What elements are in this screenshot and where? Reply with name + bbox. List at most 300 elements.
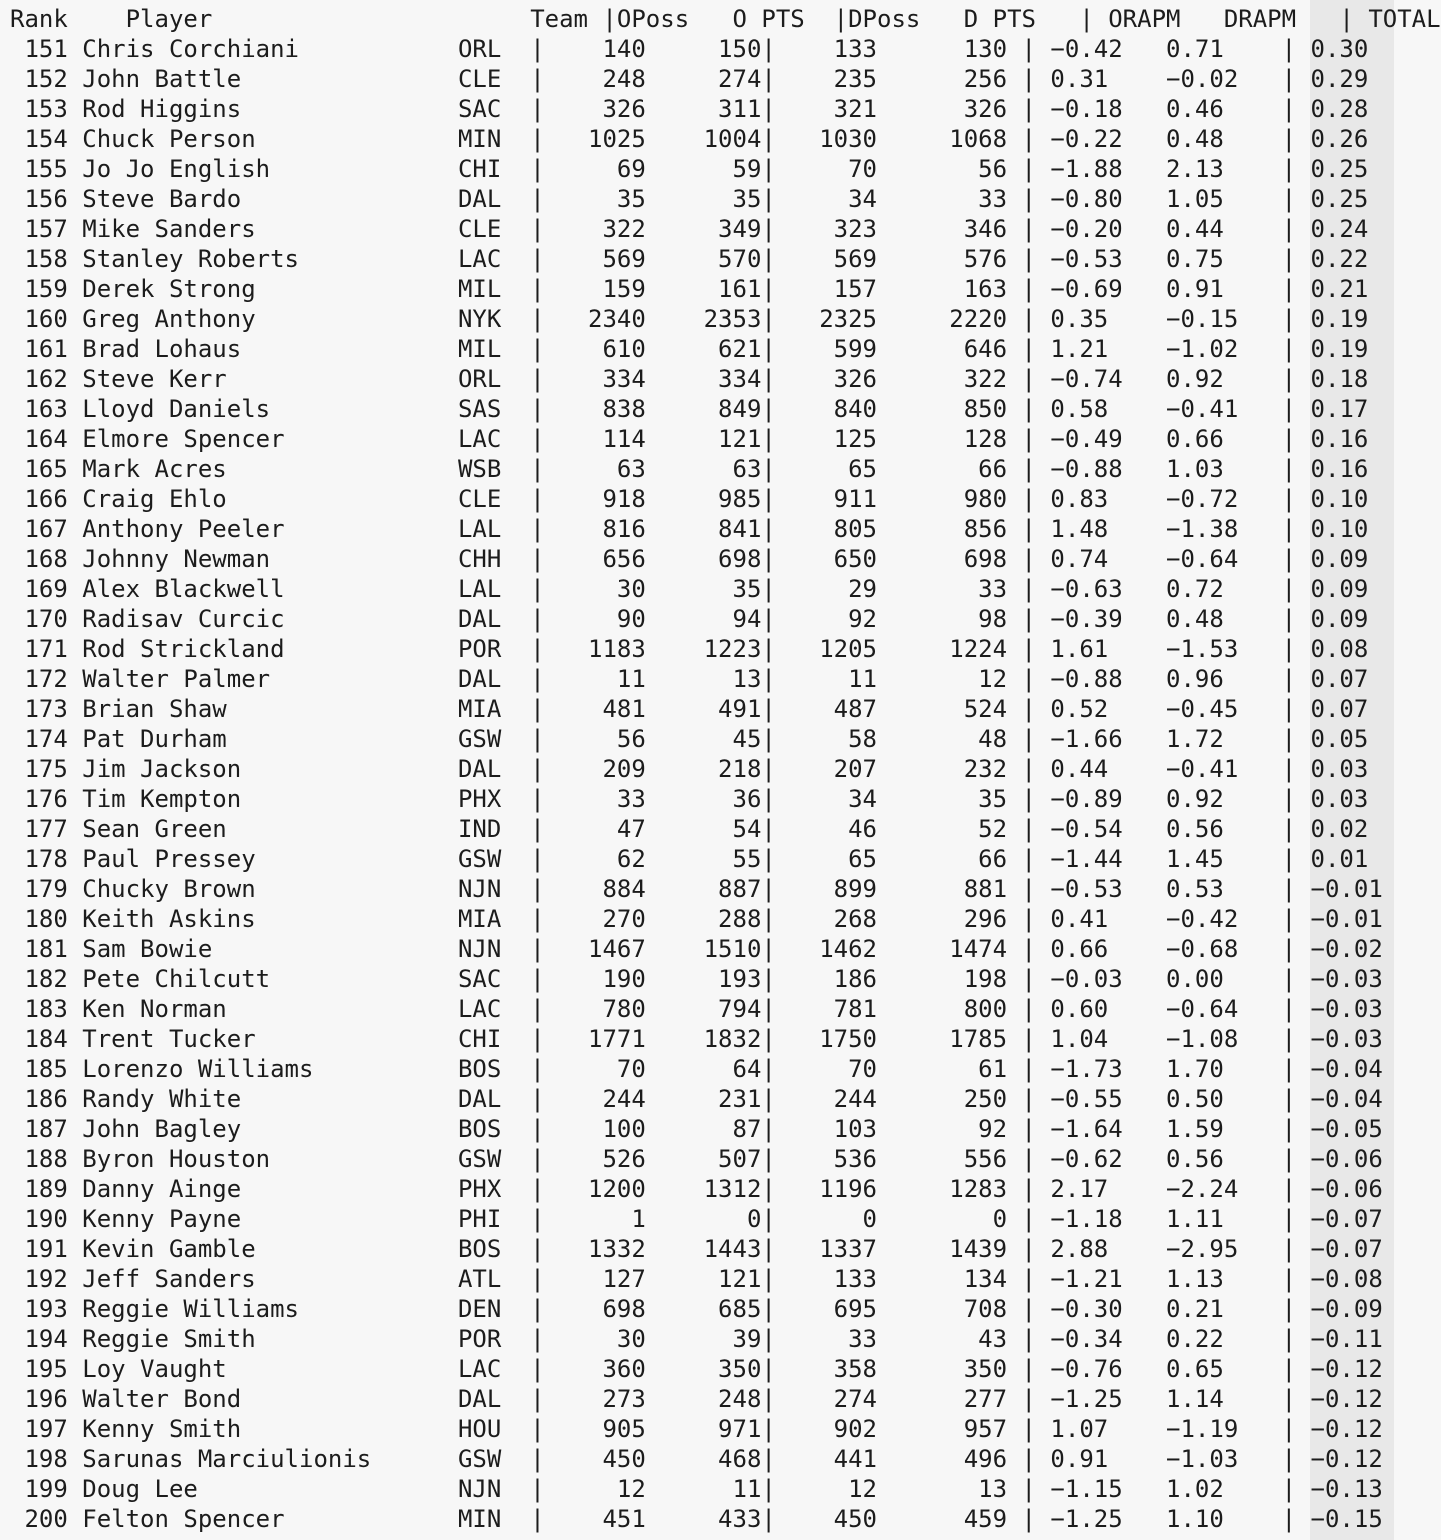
drapm-cell: 1.13	[1166, 1265, 1282, 1293]
dpts-cell: 556	[891, 1145, 1008, 1173]
orapm-cell: 0.74	[1050, 545, 1167, 573]
dposs-cell: 781	[775, 995, 878, 1023]
orapm-cell: 2.17	[1050, 1175, 1167, 1203]
drapm-cell: 0.92	[1166, 365, 1282, 393]
player-name: Keith Askins	[82, 905, 458, 933]
player-name: Pete Chilcutt	[82, 965, 458, 993]
dpts-cell: 33	[891, 575, 1008, 603]
table-body	[10, 34, 1441, 1534]
dposs-cell: 902	[775, 1415, 878, 1443]
oposs-cell: 322	[544, 215, 646, 243]
drapm-cell: 0.96	[1166, 665, 1282, 693]
total-cell: −0.01	[1310, 905, 1383, 933]
orapm-cell: −1.21	[1050, 1265, 1167, 1293]
opts-cell: 193	[660, 965, 762, 993]
orapm-cell: −0.22	[1050, 125, 1167, 153]
oposs-cell: 12	[544, 1475, 646, 1503]
drapm-cell: 1.10	[1166, 1505, 1282, 1533]
oposs-cell: 270	[544, 905, 646, 933]
drapm-cell: 1.59	[1166, 1115, 1282, 1143]
team-cell: DAL	[457, 185, 531, 213]
team-cell: DAL	[457, 665, 531, 693]
dposs-cell: 207	[775, 755, 878, 783]
dposs-cell: 34	[775, 185, 878, 213]
table-row: 191 Kevin Gamble BOS | 1332 1443| 1337 1439 | 2.88 −2.95 | −0.07	[10, 1235, 1383, 1263]
dposs-cell: 92	[775, 605, 878, 633]
drapm-cell: 0.50	[1166, 1085, 1282, 1113]
player-name: Reggie Smith	[82, 1325, 458, 1353]
oposs-cell: 481	[544, 695, 646, 723]
orapm-cell: 0.58	[1050, 395, 1167, 423]
drapm-cell: 1.70	[1166, 1055, 1282, 1083]
orapm-cell: −1.25	[1050, 1385, 1167, 1413]
player-name: Craig Ehlo	[82, 485, 458, 513]
player-name: Byron Houston	[82, 1145, 458, 1173]
oposs-cell: 11	[544, 665, 646, 693]
dposs-cell: 321	[775, 95, 878, 123]
dpts-cell: 1283	[891, 1175, 1008, 1203]
header-team: Team	[530, 5, 588, 33]
team-cell: LAC	[457, 245, 531, 273]
oposs-cell: 209	[544, 755, 646, 783]
dpts-cell: 0	[891, 1205, 1008, 1233]
total-cell: −0.03	[1310, 995, 1383, 1023]
drapm-cell: −0.72	[1166, 485, 1282, 513]
rank-cell: 152	[10, 65, 68, 93]
orapm-cell: −0.42	[1050, 35, 1167, 63]
total-cell: −0.12	[1310, 1415, 1383, 1443]
oposs-cell: 838	[544, 395, 646, 423]
rank-cell: 156	[10, 185, 68, 213]
dposs-cell: 70	[775, 155, 878, 183]
dpts-cell: 35	[891, 785, 1008, 813]
table-row: 165 Mark Acres WSB | 63 63| 65 66 | −0.88 1.03 | 0.16	[10, 455, 1383, 483]
drapm-cell: −0.41	[1166, 395, 1282, 423]
dposs-cell: 268	[775, 905, 878, 933]
team-cell: MIN	[457, 125, 531, 153]
drapm-cell: 1.05	[1166, 185, 1282, 213]
opts-cell: 0	[660, 1205, 762, 1233]
opts-cell: 887	[660, 875, 762, 903]
orapm-cell: −1.66	[1050, 725, 1167, 753]
drapm-cell: −1.38	[1166, 515, 1282, 543]
orapm-cell: −1.25	[1050, 1505, 1167, 1533]
table-row: 168 Johnny Newman CHH | 656 698| 650 698 | 0.74 −0.64 | 0.09	[10, 545, 1383, 573]
table-row: 185 Lorenzo Williams BOS | 70 64| 70 61 | −1.73 1.70 | −0.04	[10, 1055, 1383, 1083]
team-cell: MIN	[457, 1505, 531, 1533]
dpts-cell: 296	[891, 905, 1008, 933]
rank-cell: 166	[10, 485, 68, 513]
opts-cell: 59	[660, 155, 762, 183]
drapm-cell: 0.75	[1166, 245, 1282, 273]
player-name: Mark Acres	[82, 455, 458, 483]
table-row: 155 Jo Jo English CHI | 69 59| 70 56 | −1.88 2.13 | 0.25	[10, 155, 1383, 183]
dpts-cell: 1785	[891, 1025, 1008, 1053]
opts-cell: 36	[660, 785, 762, 813]
player-name: Greg Anthony	[82, 305, 458, 333]
opts-cell: 218	[660, 755, 762, 783]
dposs-cell: 186	[775, 965, 878, 993]
team-cell: GSW	[457, 1145, 531, 1173]
total-cell: 0.10	[1310, 515, 1383, 543]
opts-cell: 274	[660, 65, 762, 93]
drapm-cell: 0.72	[1166, 575, 1282, 603]
total-cell: 0.16	[1310, 455, 1383, 483]
oposs-cell: 326	[544, 95, 646, 123]
opts-cell: 64	[660, 1055, 762, 1083]
rank-cell: 171	[10, 635, 68, 663]
total-cell: −0.06	[1310, 1175, 1383, 1203]
total-cell: 0.07	[1310, 695, 1383, 723]
drapm-cell: 0.22	[1166, 1325, 1282, 1353]
orapm-cell: −0.63	[1050, 575, 1167, 603]
drapm-cell: −2.24	[1166, 1175, 1282, 1203]
opts-cell: 121	[660, 425, 762, 453]
header-opts: O PTS	[732, 5, 805, 33]
rank-cell: 176	[10, 785, 68, 813]
dpts-cell: 256	[891, 65, 1008, 93]
header-drapm: DRAPM	[1223, 5, 1297, 33]
table-row: 194 Reggie Smith POR | 30 39| 33 43 | −0.34 0.22 | −0.11	[10, 1325, 1383, 1353]
team-cell: BOS	[457, 1115, 531, 1143]
orapm-cell: 1.21	[1050, 335, 1167, 363]
player-name: Anthony Peeler	[82, 515, 458, 543]
total-cell: 0.25	[1310, 155, 1383, 183]
opts-cell: 311	[660, 95, 762, 123]
oposs-cell: 35	[544, 185, 646, 213]
total-cell: −0.09	[1310, 1295, 1383, 1323]
drapm-cell: 0.92	[1166, 785, 1282, 813]
drapm-cell: −0.02	[1166, 65, 1282, 93]
drapm-cell: 0.91	[1166, 275, 1282, 303]
dposs-cell: 487	[775, 695, 878, 723]
team-cell: NJN	[457, 875, 531, 903]
rapm-table	[10, 4, 1441, 1534]
player-name: Chris Corchiani	[82, 35, 458, 63]
player-name: Reggie Williams	[82, 1295, 458, 1323]
orapm-cell: 0.91	[1050, 1445, 1167, 1473]
dposs-cell: 695	[775, 1295, 878, 1323]
oposs-cell: 1200	[544, 1175, 646, 1203]
orapm-cell: 1.48	[1050, 515, 1167, 543]
rank-cell: 172	[10, 665, 68, 693]
dposs-cell: 2325	[775, 305, 878, 333]
dposs-cell: 569	[775, 245, 878, 273]
drapm-cell: −0.64	[1166, 545, 1282, 573]
dposs-cell: 1205	[775, 635, 878, 663]
total-cell: −0.11	[1310, 1325, 1383, 1353]
opts-cell: 698	[660, 545, 762, 573]
rank-cell: 173	[10, 695, 68, 723]
header-rank: Rank	[10, 5, 68, 33]
table-row: 182 Pete Chilcutt SAC | 190 193| 186 198 | −0.03 0.00 | −0.03	[10, 965, 1383, 993]
oposs-cell: 780	[544, 995, 646, 1023]
drapm-cell: −0.41	[1166, 755, 1282, 783]
total-cell: 0.29	[1310, 65, 1383, 93]
dposs-cell: 12	[775, 1475, 878, 1503]
drapm-cell: 1.45	[1166, 845, 1282, 873]
orapm-cell: −0.74	[1050, 365, 1167, 393]
dposs-cell: 70	[775, 1055, 878, 1083]
table-row: 187 John Bagley BOS | 100 87| 103 92 | −1.64 1.59 | −0.05	[10, 1115, 1383, 1143]
oposs-cell: 884	[544, 875, 646, 903]
team-cell: DEN	[457, 1295, 531, 1323]
opts-cell: 621	[660, 335, 762, 363]
table-row: 183 Ken Norman LAC | 780 794| 781 800 | 0.60 −0.64 | −0.03	[10, 995, 1383, 1023]
rank-cell: 151	[10, 35, 68, 63]
dpts-cell: 1224	[891, 635, 1008, 663]
opts-cell: 35	[660, 575, 762, 603]
opts-cell: 288	[660, 905, 762, 933]
team-cell: WSB	[457, 455, 531, 483]
oposs-cell: 114	[544, 425, 646, 453]
player-name: Elmore Spencer	[82, 425, 458, 453]
rank-cell: 195	[10, 1355, 68, 1383]
table-row: 184 Trent Tucker CHI | 1771 1832| 1750 1785 | 1.04 −1.08 | −0.03	[10, 1025, 1383, 1053]
player-name: Brian Shaw	[82, 695, 458, 723]
drapm-cell: −0.15	[1166, 305, 1282, 333]
orapm-cell: −0.76	[1050, 1355, 1167, 1383]
total-cell: 0.21	[1310, 275, 1383, 303]
table-row: 158 Stanley Roberts LAC | 569 570| 569 576 | −0.53 0.75 | 0.22	[10, 245, 1383, 273]
team-cell: BOS	[457, 1055, 531, 1083]
dposs-cell: 103	[775, 1115, 878, 1143]
opts-cell: 1223	[660, 635, 762, 663]
opts-cell: 433	[660, 1505, 762, 1533]
orapm-cell: −1.44	[1050, 845, 1167, 873]
team-cell: HOU	[457, 1415, 531, 1443]
dposs-cell: 0	[775, 1205, 878, 1233]
team-cell: NJN	[457, 935, 531, 963]
drapm-cell: 0.44	[1166, 215, 1282, 243]
orapm-cell: 0.52	[1050, 695, 1167, 723]
dposs-cell: 1462	[775, 935, 878, 963]
player-name: John Bagley	[82, 1115, 458, 1143]
orapm-cell: 1.04	[1050, 1025, 1167, 1053]
dposs-cell: 1030	[775, 125, 878, 153]
dposs-cell: 46	[775, 815, 878, 843]
team-cell: GSW	[457, 845, 531, 873]
oposs-cell: 248	[544, 65, 646, 93]
oposs-cell: 360	[544, 1355, 646, 1383]
rank-cell: 189	[10, 1175, 68, 1203]
orapm-cell: −0.34	[1050, 1325, 1167, 1353]
team-cell: POR	[457, 1325, 531, 1353]
oposs-cell: 816	[544, 515, 646, 543]
total-cell: −0.07	[1310, 1235, 1383, 1263]
orapm-cell: −0.39	[1050, 605, 1167, 633]
dposs-cell: 323	[775, 215, 878, 243]
rank-cell: 192	[10, 1265, 68, 1293]
drapm-cell: 0.46	[1166, 95, 1282, 123]
orapm-cell: 0.44	[1050, 755, 1167, 783]
table-row: 167 Anthony Peeler LAL | 816 841| 805 856 | 1.48 −1.38 | 0.10	[10, 515, 1383, 543]
team-cell: IND	[457, 815, 531, 843]
orapm-cell: 1.61	[1050, 635, 1167, 663]
team-cell: CLE	[457, 65, 531, 93]
dpts-cell: 277	[891, 1385, 1008, 1413]
total-cell: 0.16	[1310, 425, 1383, 453]
rank-cell: 178	[10, 845, 68, 873]
drapm-cell: 1.72	[1166, 725, 1282, 753]
dposs-cell: 65	[775, 845, 878, 873]
dpts-cell: 52	[891, 815, 1008, 843]
total-cell: −0.07	[1310, 1205, 1383, 1233]
team-cell: GSW	[457, 1445, 531, 1473]
rank-cell: 193	[10, 1295, 68, 1323]
oposs-cell: 30	[544, 1325, 646, 1353]
header-player: Player	[125, 5, 213, 33]
player-name: Lloyd Daniels	[82, 395, 458, 423]
dpts-cell: 496	[891, 1445, 1008, 1473]
header-dposs: DPoss	[848, 5, 921, 33]
orapm-cell: −0.54	[1050, 815, 1167, 843]
drapm-cell: 0.56	[1166, 1145, 1282, 1173]
table-row: 156 Steve Bardo DAL | 35 35| 34 33 | −0.80 1.05 | 0.25	[10, 185, 1383, 213]
rank-cell: 162	[10, 365, 68, 393]
dposs-cell: 11	[775, 665, 878, 693]
total-cell: 0.24	[1310, 215, 1383, 243]
player-name: Mike Sanders	[82, 215, 458, 243]
table-row: 154 Chuck Person MIN | 1025 1004| 1030 1068 | −0.22 0.48 | 0.26	[10, 125, 1383, 153]
rank-cell: 164	[10, 425, 68, 453]
orapm-cell: 2.88	[1050, 1235, 1167, 1263]
team-cell: CHH	[457, 545, 531, 573]
orapm-cell: −1.88	[1050, 155, 1167, 183]
dpts-cell: 576	[891, 245, 1008, 273]
oposs-cell: 1025	[544, 125, 646, 153]
opts-cell: 349	[660, 215, 762, 243]
player-name: Lorenzo Williams	[82, 1055, 458, 1083]
drapm-cell: 0.66	[1166, 425, 1282, 453]
dpts-cell: 134	[891, 1265, 1008, 1293]
opts-cell: 63	[660, 455, 762, 483]
rank-cell: 154	[10, 125, 68, 153]
dpts-cell: 43	[891, 1325, 1008, 1353]
oposs-cell: 30	[544, 575, 646, 603]
table-row: 177 Sean Green IND | 47 54| 46 52 | −0.54 0.56 | 0.02	[10, 815, 1383, 843]
orapm-cell: 0.83	[1050, 485, 1167, 513]
opts-cell: 1443	[660, 1235, 762, 1263]
player-name: Derek Strong	[82, 275, 458, 303]
dpts-cell: 1474	[891, 935, 1008, 963]
drapm-cell: −0.45	[1166, 695, 1282, 723]
oposs-cell: 90	[544, 605, 646, 633]
rank-cell: 169	[10, 575, 68, 603]
opts-cell: 794	[660, 995, 762, 1023]
table-row: 198 Sarunas Marciulionis GSW | 450 468| 441 496 | 0.91 −1.03 | −0.12	[10, 1445, 1383, 1473]
table-row: 186 Randy White DAL | 244 231| 244 250 | −0.55 0.50 | −0.04	[10, 1085, 1383, 1113]
opts-cell: 1004	[660, 125, 762, 153]
opts-cell: 849	[660, 395, 762, 423]
oposs-cell: 1467	[544, 935, 646, 963]
table-row: 166 Craig Ehlo CLE | 918 985| 911 980 | 0.83 −0.72 | 0.10	[10, 485, 1383, 513]
oposs-cell: 69	[544, 155, 646, 183]
orapm-cell: −1.18	[1050, 1205, 1167, 1233]
orapm-cell: −0.55	[1050, 1085, 1167, 1113]
dpts-cell: 48	[891, 725, 1008, 753]
orapm-cell: −0.20	[1050, 215, 1167, 243]
total-cell: 0.07	[1310, 665, 1383, 693]
oposs-cell: 56	[544, 725, 646, 753]
drapm-cell: 0.48	[1166, 605, 1282, 633]
player-name: John Battle	[82, 65, 458, 93]
rank-cell: 158	[10, 245, 68, 273]
team-cell: DAL	[457, 755, 531, 783]
rank-cell: 184	[10, 1025, 68, 1053]
table-row: 157 Mike Sanders CLE | 322 349| 323 346 | −0.20 0.44 | 0.24	[10, 215, 1383, 243]
player-name: Walter Palmer	[82, 665, 458, 693]
opts-cell: 248	[660, 1385, 762, 1413]
rank-cell: 191	[10, 1235, 68, 1263]
opts-cell: 87	[660, 1115, 762, 1143]
rank-cell: 197	[10, 1415, 68, 1443]
table-row: 190 Kenny Payne PHI | 1 0| 0 0 | −1.18 1.11 | −0.07	[10, 1205, 1383, 1233]
team-cell: ORL	[457, 35, 531, 63]
rank-cell: 160	[10, 305, 68, 333]
table-row: 160 Greg Anthony NYK | 2340 2353| 2325 2220 | 0.35 −0.15 | 0.19	[10, 305, 1383, 333]
dpts-cell: 56	[891, 155, 1008, 183]
opts-cell: 685	[660, 1295, 762, 1323]
drapm-cell: 1.02	[1166, 1475, 1282, 1503]
opts-cell: 841	[660, 515, 762, 543]
rank-cell: 190	[10, 1205, 68, 1233]
oposs-cell: 100	[544, 1115, 646, 1143]
drapm-cell: 1.14	[1166, 1385, 1282, 1413]
table-row: 196 Walter Bond DAL | 273 248| 274 277 | −1.25 1.14 | −0.12	[10, 1385, 1383, 1413]
opts-cell: 150	[660, 35, 762, 63]
rank-cell: 180	[10, 905, 68, 933]
dposs-cell: 133	[775, 35, 878, 63]
rank-cell: 177	[10, 815, 68, 843]
total-cell: 0.10	[1310, 485, 1383, 513]
player-name: Jeff Sanders	[82, 1265, 458, 1293]
dpts-cell: 128	[891, 425, 1008, 453]
total-cell: −0.03	[1310, 1025, 1383, 1053]
rank-cell: 185	[10, 1055, 68, 1083]
opts-cell: 11	[660, 1475, 762, 1503]
team-cell: LAC	[457, 995, 531, 1023]
dposs-cell: 157	[775, 275, 878, 303]
total-cell: 0.26	[1310, 125, 1383, 153]
player-name: Jo Jo English	[82, 155, 458, 183]
drapm-cell: −0.68	[1166, 935, 1282, 963]
table-row: 159 Derek Strong MIL | 159 161| 157 163 | −0.69 0.91 | 0.21	[10, 275, 1383, 303]
team-cell: SAC	[457, 965, 531, 993]
dpts-cell: 459	[891, 1505, 1008, 1533]
player-name: Trent Tucker	[82, 1025, 458, 1053]
opts-cell: 350	[660, 1355, 762, 1383]
oposs-cell: 569	[544, 245, 646, 273]
rank-cell: 175	[10, 755, 68, 783]
drapm-cell: −1.02	[1166, 335, 1282, 363]
team-cell: MIA	[457, 905, 531, 933]
table-row: 164 Elmore Spencer LAC | 114 121| 125 128 | −0.49 0.66 | 0.16	[10, 425, 1383, 453]
total-cell: 0.18	[1310, 365, 1383, 393]
orapm-cell: −0.18	[1050, 95, 1167, 123]
oposs-cell: 698	[544, 1295, 646, 1323]
opts-cell: 491	[660, 695, 762, 723]
dposs-cell: 358	[775, 1355, 878, 1383]
dpts-cell: 346	[891, 215, 1008, 243]
oposs-cell: 273	[544, 1385, 646, 1413]
dposs-cell: 33	[775, 1325, 878, 1353]
opts-cell: 161	[660, 275, 762, 303]
dposs-cell: 911	[775, 485, 878, 513]
dpts-cell: 698	[891, 545, 1008, 573]
team-cell: SAS	[457, 395, 531, 423]
rank-cell: 170	[10, 605, 68, 633]
